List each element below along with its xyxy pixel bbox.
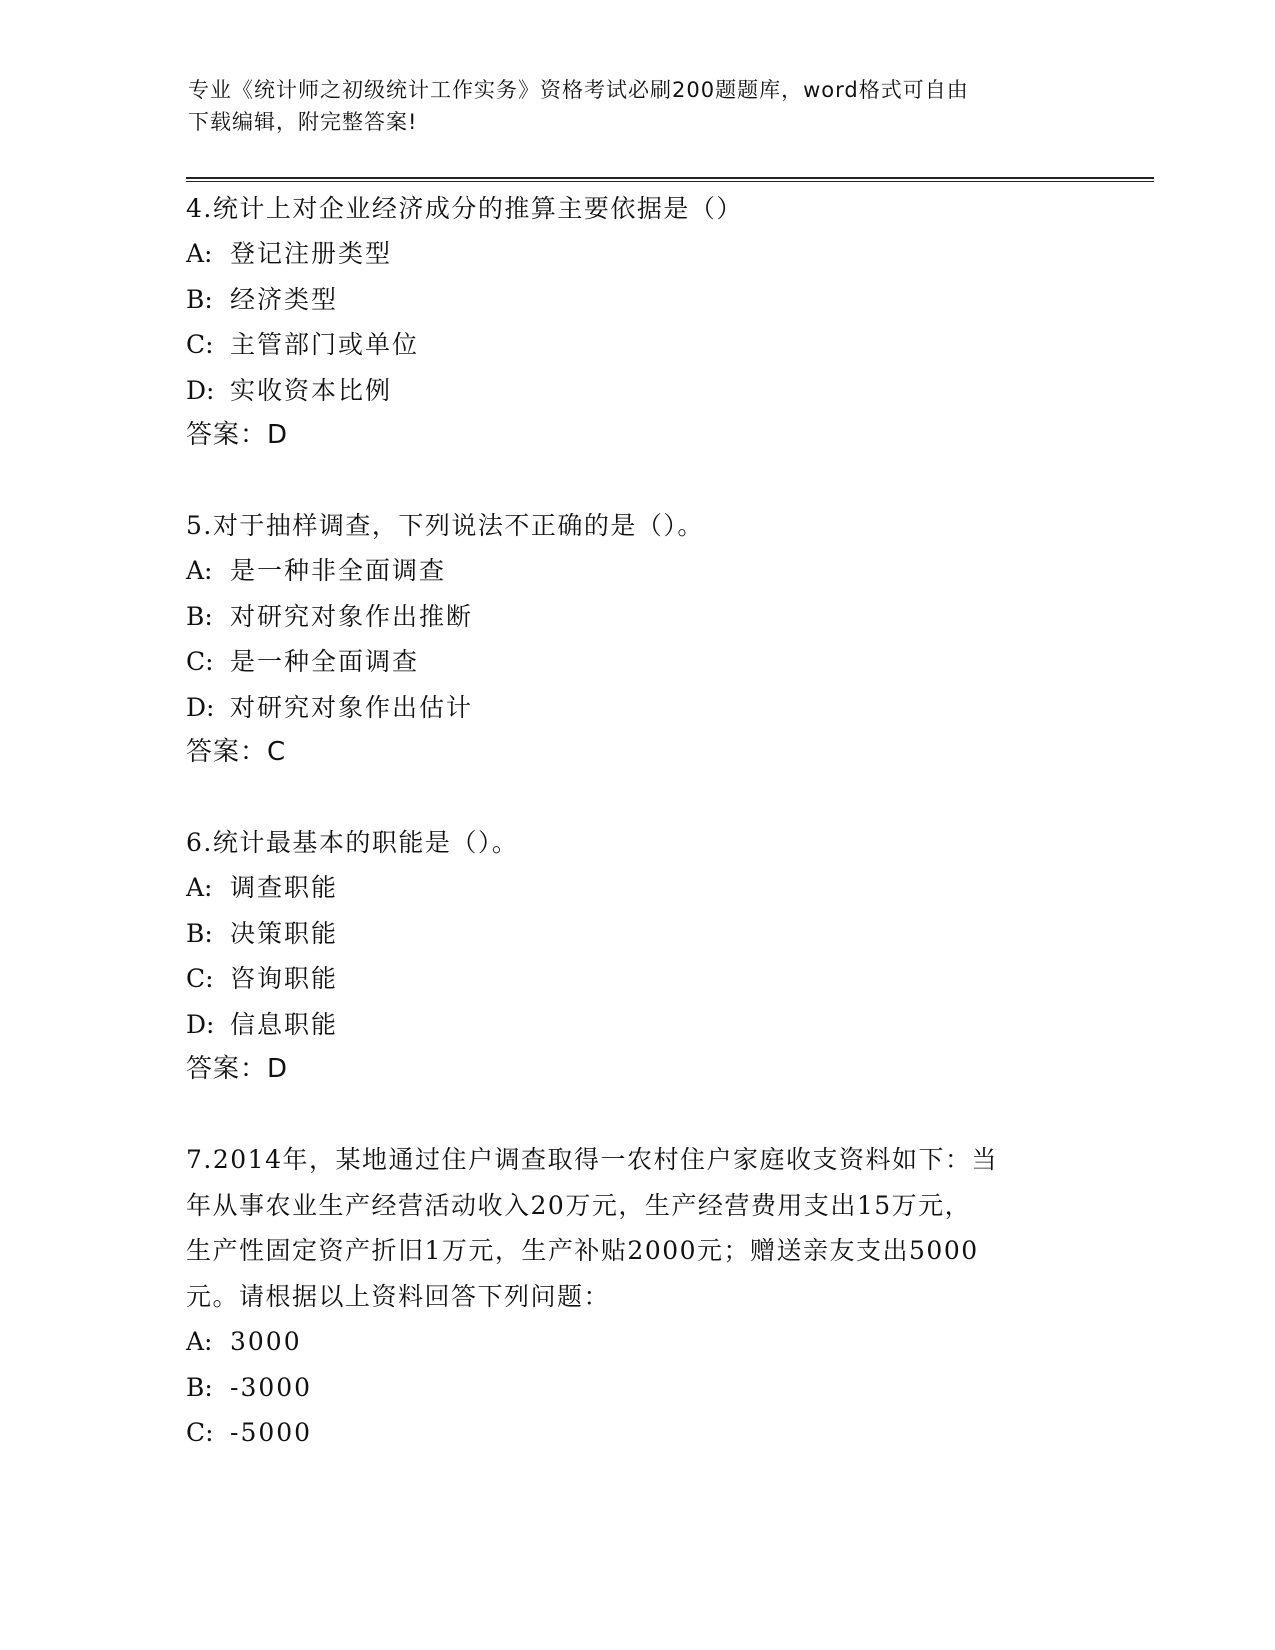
document-header — [188, 74, 1068, 138]
option-text: 对研究对象作出推断 — [230, 601, 474, 631]
option-a — [186, 548, 1086, 594]
option-text: 对研究对象作出估计 — [230, 692, 474, 722]
option-key: A: — [186, 239, 213, 268]
option-text: 决策职能 — [230, 918, 339, 948]
option-key: D: — [186, 1009, 215, 1039]
header-line-2: 下载编辑，附完整答案! — [188, 110, 418, 134]
option-key: C: — [186, 647, 214, 676]
option-a — [186, 865, 1086, 911]
option-text: 3000 — [230, 1327, 302, 1356]
header-divider-top — [186, 177, 1154, 179]
header-line-1: 专业《统计师之初级统计工作实务》资格考试必刷200题题库，word格式可自由 — [188, 78, 969, 102]
option-key: A: — [186, 1327, 213, 1356]
question-list — [186, 186, 1086, 1456]
option-text: -5000 — [230, 1418, 313, 1447]
option-key: B: — [186, 601, 213, 631]
option-c — [186, 956, 1086, 1002]
option-key: A: — [186, 556, 213, 585]
option-d — [186, 368, 1086, 414]
option-b — [186, 277, 1086, 323]
answer-line: 答案：C — [186, 737, 287, 767]
option-text: 是一种全面调查 — [230, 647, 420, 676]
option-b — [186, 1365, 1086, 1411]
option-key: C: — [186, 964, 214, 993]
option-key: D: — [186, 692, 215, 722]
question-title-line: 年从事农业生产经营活动收入20万元，生产经营费用支出15万元， — [186, 1190, 972, 1220]
question-6 — [186, 820, 1086, 1092]
option-a — [186, 1319, 1086, 1365]
option-key: C: — [186, 1418, 214, 1447]
question-title: 6.统计最基本的职能是（）。 — [186, 828, 519, 857]
option-text: -3000 — [230, 1372, 313, 1402]
header-divider-bottom — [186, 181, 1154, 182]
option-text: 调查职能 — [230, 873, 339, 902]
option-d — [186, 1002, 1086, 1048]
option-text: 登记注册类型 — [230, 239, 393, 268]
option-key: B: — [186, 918, 213, 948]
option-key: B: — [186, 284, 213, 314]
option-c — [186, 322, 1086, 368]
answer-line: 答案：D — [186, 1054, 289, 1084]
option-d — [186, 685, 1086, 731]
option-a — [186, 231, 1086, 277]
question-title: 5.对于抽样调查，下列说法不正确的是（）。 — [186, 511, 704, 540]
option-text: 信息职能 — [230, 1009, 339, 1039]
question-title — [186, 1137, 1086, 1319]
question-title-line: 元。请根据以上资料回答下列问题： — [186, 1281, 611, 1311]
option-text: 经济类型 — [230, 284, 339, 314]
option-text: 是一种非全面调查 — [230, 556, 447, 585]
question-title-line: 7.2014年，某地通过住户调查取得一农村住户家庭收支资料如下：当 — [186, 1145, 998, 1174]
option-text: 主管部门或单位 — [230, 330, 420, 359]
option-text: 咨询职能 — [230, 964, 339, 993]
question-5 — [186, 503, 1086, 775]
question-4 — [186, 186, 1086, 458]
option-key: A: — [186, 873, 213, 902]
option-key: B: — [186, 1372, 213, 1402]
option-c — [186, 639, 1086, 685]
question-title-line: 生产性固定资产折旧1万元，生产补贴2000元；赠送亲友支出5000 — [186, 1236, 979, 1265]
option-b — [186, 911, 1086, 957]
option-key: D: — [186, 375, 215, 405]
option-text: 实收资本比例 — [230, 375, 393, 405]
option-c — [186, 1410, 1086, 1456]
answer-line: 答案：D — [186, 420, 289, 450]
option-b — [186, 594, 1086, 640]
option-key: C: — [186, 330, 214, 359]
question-title: 4.统计上对企业经济成分的推算主要依据是（） — [186, 194, 743, 223]
question-7 — [186, 1137, 1086, 1456]
